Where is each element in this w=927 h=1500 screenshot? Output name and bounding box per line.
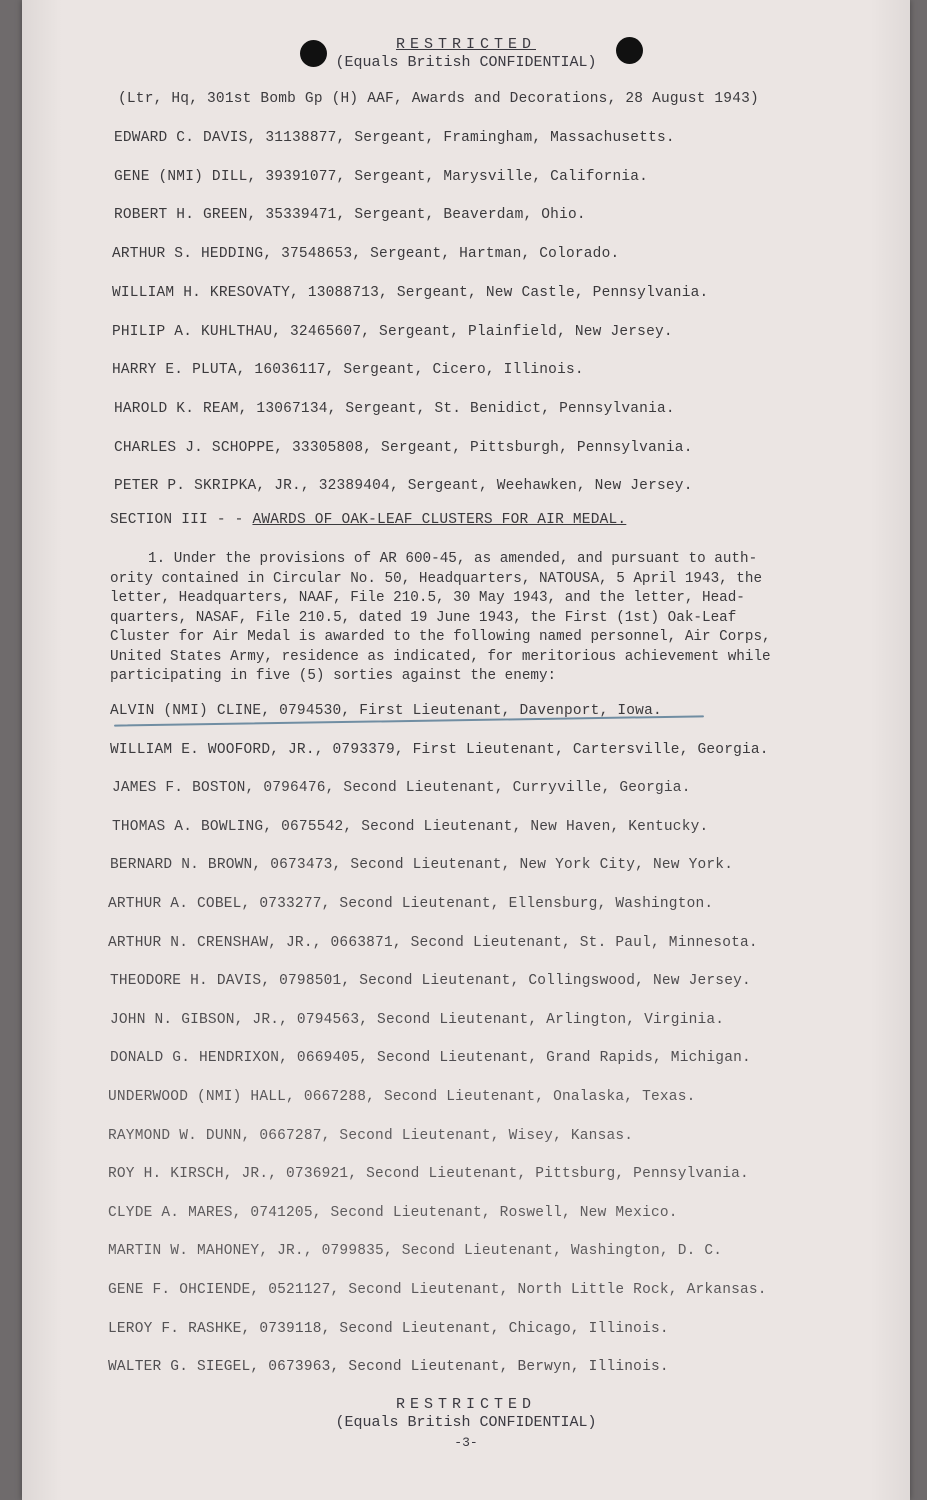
reference-line: (Ltr, Hq, 301st Bomb Gp (H) AAF, Awards and Decorations, 28 August 1943): [118, 91, 759, 107]
page-edge-shadow: [22, 0, 62, 1500]
paragraph-line: Cluster for Air Medal is awarded to the following named personnel, Air Corps,: [110, 629, 771, 645]
paragraph-line: ority contained in Circular No. 50, Headquarters, NATOUSA, 5 April 1943, the: [110, 570, 763, 587]
list-entry: BERNARD N. BROWN, 0673473, Second Lieutenant, New York City, New York.: [110, 857, 734, 874]
list-entry: JAMES F. BOSTON, 0796476, Second Lieutenant, Curryville, Georgia.: [112, 780, 691, 797]
list-entry: THOMAS A. BOWLING, 0675542, Second Lieutenant, New Haven, Kentucky.: [112, 818, 709, 835]
list-entry: ARTHUR A. COBEL, 0733277, Second Lieutenant, Ellensburg, Washington.: [108, 896, 714, 912]
list-entry: JOHN N. GIBSON, JR., 0794563, Second Lieutenant, Arlington, Virginia.: [110, 1011, 725, 1028]
list-entry: ARTHUR S. HEDDING, 37548653, Sergeant, Hartman, Colorado.: [112, 246, 620, 263]
paragraph-line: participating in five (5) sorties against the enemy:: [110, 668, 557, 684]
page-edge-shadow: [870, 0, 910, 1500]
list-entry: DONALD G. HENDRIXON, 0669405, Second Lieutenant, Grand Rapids, Michigan.: [110, 1050, 751, 1067]
header-classification: RESTRICTED: [395, 36, 536, 53]
footer-equivalent: (Equals British CONFIDENTIAL): [335, 1414, 597, 1431]
list-entry: THEODORE H. DAVIS, 0798501, Second Lieutenant, Collingswood, New Jersey.: [110, 973, 751, 990]
list-entry: ROBERT H. GREEN, 35339471, Sergeant, Beaverdam, Ohio.: [114, 207, 586, 224]
header-equivalent: (Equals British CONFIDENTIAL): [335, 54, 597, 71]
list-entry: EDWARD C. DAVIS, 31138877, Sergeant, Framingham, Massachusetts.: [114, 130, 675, 146]
section-heading: [110, 511, 626, 529]
section-label: SECTION III - -: [110, 512, 244, 528]
list-entry: RAYMOND W. DUNN, 0667287, Second Lieutenant, Wisey, Kansas.: [108, 1127, 634, 1144]
authority-paragraph: [110, 550, 880, 687]
list-entry: HAROLD K. REAM, 13067134, Sergeant, St. Benidict, Pennsylvania.: [114, 400, 675, 417]
list-entry: CLYDE A. MARES, 0741205, Second Lieutenant, Roswell, New Mexico.: [108, 1204, 678, 1221]
paragraph-line: 1. Under the provisions of AR 600-45, as amended, and pursuant to auth-: [148, 551, 758, 567]
section-title: AWARDS OF OAK-LEAF CLUSTERS FOR AIR MEDAL.: [252, 512, 627, 528]
list-entry: WALTER G. SIEGEL, 0673963, Second Lieutenant, Berwyn, Illinois.: [108, 1359, 669, 1376]
list-entry: LEROY F. RASHKE, 0739118, Second Lieutenant, Chicago, Illinois.: [108, 1320, 669, 1337]
list-entry: GENE F. OHCIENDE, 0521127, Second Lieutenant, North Little Rock, Arkansas.: [108, 1282, 767, 1298]
list-entry: UNDERWOOD (NMI) HALL, 0667288, Second Lieutenant, Onalaska, Texas.: [108, 1089, 696, 1105]
list-entry: GENE (NMI) DILL, 39391077, Sergeant, Marysville, California.: [114, 168, 649, 185]
list-entry: PHILIP A. KUHLTHAU, 32465607, Sergeant, Plainfield, New Jersey.: [112, 323, 673, 340]
paragraph-line: letter, Headquarters, NAAF, File 210.5, 30 May 1943, and the letter, Head-: [110, 590, 745, 606]
list-entry: WILLIAM H. KRESOVATY, 13088713, Sergeant, New Castle, Pennsylvania.: [112, 284, 709, 301]
list-entry: ROY H. KIRSCH, JR., 0736921, Second Lieutenant, Pittsburg, Pennsylvania.: [108, 1166, 749, 1183]
list-entry: CHARLES J. SCHOPPE, 33305808, Sergeant, Pittsburgh, Pennsylvania.: [114, 439, 693, 456]
footer-classification: RESTRICTED: [395, 1396, 536, 1413]
list-entry: ALVIN (NMI) CLINE, 0794530, First Lieutenant, Davenport, Iowa.: [110, 703, 662, 719]
document-page: [22, 0, 910, 1500]
paragraph-line: United States Army, residence as indicated, for meritorious achievement while: [110, 648, 771, 665]
list-entry: ARTHUR N. CRENSHAW, JR., 0663871, Second Lieutenant, St. Paul, Minnesota.: [108, 934, 758, 951]
page-number: -3-: [454, 1435, 478, 1450]
list-entry: WILLIAM E. WOOFORD, JR., 0793379, First Lieutenant, Cartersville, Georgia.: [110, 741, 769, 758]
paragraph-line: quarters, NASAF, File 210.5, dated 19 June 1943, the First (1st) Oak-Leaf: [110, 609, 737, 626]
list-entry: HARRY E. PLUTA, 16036117, Sergeant, Cicero, Illinois.: [112, 362, 584, 379]
list-entry: PETER P. SKRIPKA, JR., 32389404, Sergeant, Weehawken, New Jersey.: [114, 478, 693, 495]
list-entry: MARTIN W. MAHONEY, JR., 0799835, Second Lieutenant, Washington, D. C.: [108, 1243, 723, 1260]
